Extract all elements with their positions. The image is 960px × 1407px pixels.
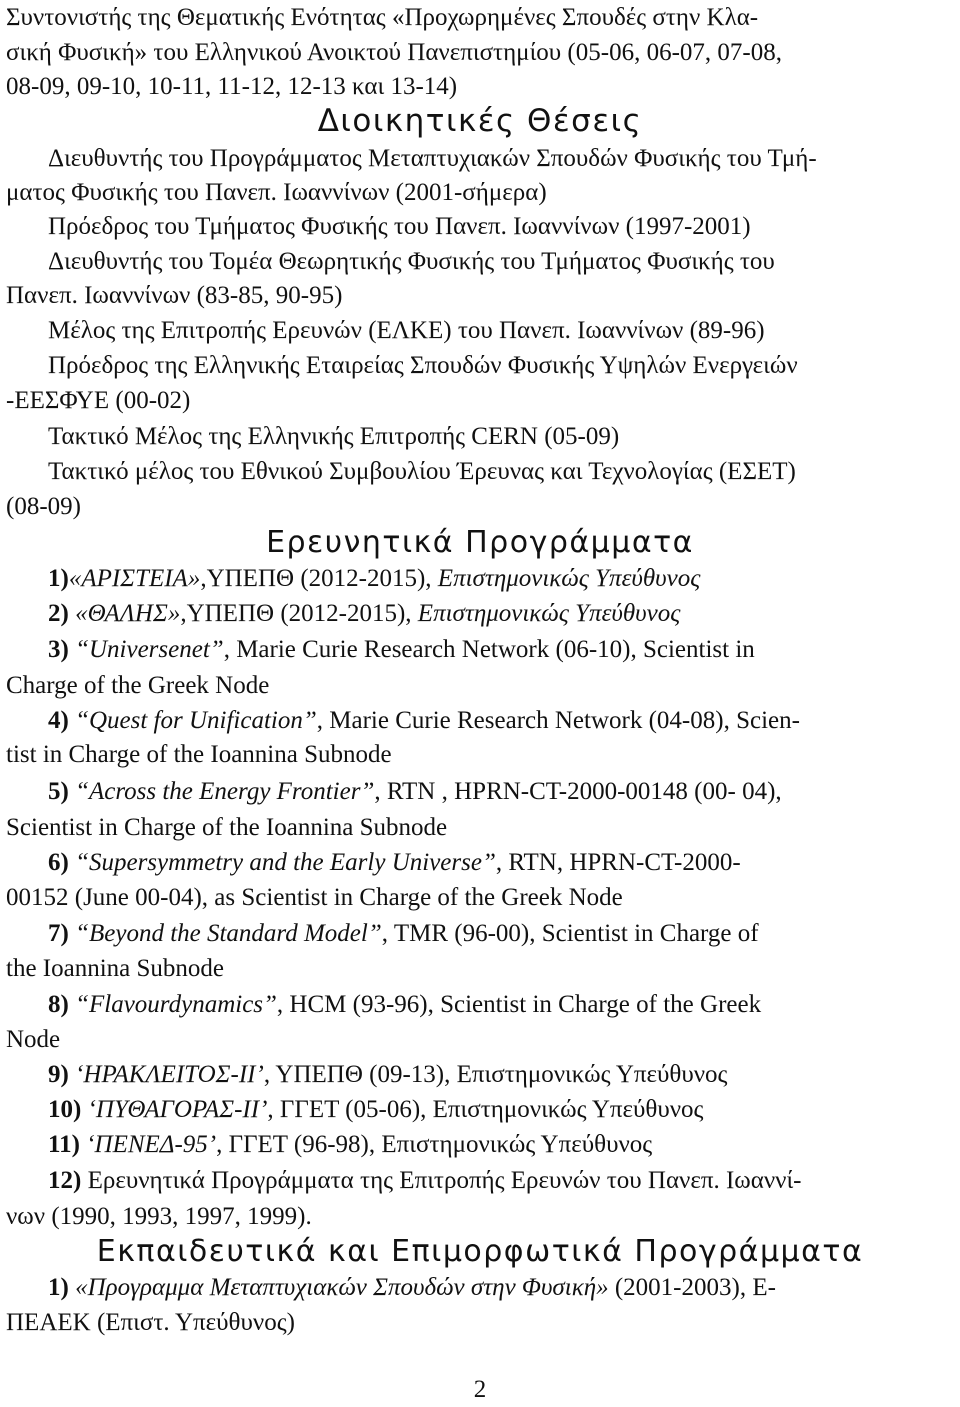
intro-line: σική Φυσική» του Ελληνικού Ανοικτού Πανεπιστημίου (05-06, 06-07, 07-08,: [6, 39, 782, 66]
training-item-cont: ΠΕΑΕΚ (Επιστ. Υπεύθυνος): [6, 1309, 295, 1336]
research-item-cont: tist in Charge of the Ioannina Subnode: [6, 741, 392, 768]
page-number: 2: [473, 1376, 487, 1403]
research-item: 12) Ερευνητικά Προγράμματα της Επιτροπής Ερευνών του Πανεπ. Ιωαννί-: [48, 1167, 802, 1194]
section-heading-admin: Διοικητικές Θέσεις: [317, 103, 643, 139]
admin-line: Πρόεδρος της Ελληνικής Εταιρείας Σπουδών Φυσικής Υψηλών Ενεργειών: [48, 352, 798, 379]
admin-line: ματος Φυσικής του Πανεπ. Ιωαννίνων (2001-σήμερα): [6, 179, 547, 206]
research-item: 11) ‘ΠΕΝΕΔ-95’, ΓΓΕΤ (96-98), Επιστημονικώς Υπεύθυνος: [48, 1131, 653, 1158]
research-item: 5) “Across the Energy Frontier”, RTN , HPRN-CT-2000-00148 (00- 04),: [48, 778, 782, 805]
admin-line: -ΕΕΣΦΥΕ (00-02): [6, 387, 191, 414]
research-item: 9) ‘ΗΡΑΚΛΕΙΤΟΣ-ΙΙ’, ΥΠΕΠΘ (09-13), Επιστημονικώς Υπεύθυνος: [48, 1061, 728, 1088]
research-item-cont: 00152 (June 00-04), as Scientist in Charge of the Greek Node: [6, 884, 623, 911]
research-item-cont: the Ioannina Subnode: [6, 955, 225, 982]
research-item: 1)«ΑΡΙΣΤΕΙΑ»,ΥΠΕΠΘ (2012-2015), Επιστημονικώς Υπεύθυνος: [48, 565, 701, 592]
research-item: 3) “Universenet”, Marie Curie Research Network (06-10), Scientist in: [48, 636, 755, 663]
admin-line: (08-09): [6, 493, 81, 520]
research-item: 7) “Beyond the Standard Model”, TMR (96-00), Scientist in Charge of: [48, 920, 759, 947]
intro-line: Συντονιστής της Θεματικής Ενότητας «Προχωρημένες Σπουδές στην Κλα-: [6, 4, 759, 31]
section-heading-research: Ερευνητικά Προγράμματα: [266, 525, 694, 560]
research-item-cont: Scientist in Charge of the Ioannina Subnode: [6, 814, 448, 841]
section-heading-training: Εκπαιδευτικά και Επιμορφωτικά Προγράμματα: [96, 1234, 864, 1269]
admin-line: Τακτικό μέλος του Εθνικού Συμβουλίου Έρευνας και Τεχνολογίας (ΕΣΕΤ): [48, 458, 796, 485]
admin-line: Πρόεδρος του Τμήματος Φυσικής του Πανεπ. Ιωαννίνων (1997-2001): [48, 213, 751, 240]
intro-line: 08-09, 09-10, 10-11, 11-12, 12-13 και 13-14): [6, 73, 458, 100]
admin-line: Μέλος της Επιτροπής Ερευνών (ΕΛΚΕ) του Πανεπ. Ιωαννίνων (89-96): [48, 317, 765, 344]
research-item-cont: Charge of the Greek Node: [6, 672, 270, 699]
admin-line: Τακτικό Μέλος της Ελληνικής Επιτροπής CERN (05-09): [48, 423, 620, 450]
research-item: 6) “Supersymmetry and the Early Universe”, RTN, HPRN-CT-2000-: [48, 849, 741, 876]
research-item-cont: νων (1990, 1993, 1997, 1999).: [6, 1203, 312, 1230]
research-item: 8) “Flavourdynamics”, HCM (93-96), Scientist in Charge of the Greek: [48, 991, 762, 1018]
research-item-cont: Node: [6, 1026, 61, 1053]
research-item: 10) ‘ΠΥΘΑΓΟΡΑΣ-ΙΙ’, ΓΓΕΤ (05-06), Επιστημονικώς Υπεύθυνος: [48, 1096, 704, 1123]
research-item: 4) “Quest for Unification”, Marie Curie Research Network (04-08), Scien-: [48, 707, 800, 734]
admin-line: Διευθυντής του Τομέα Θεωρητικής Φυσικής του Τμήματος Φυσικής του: [48, 248, 775, 275]
research-item: 2) «ΘΑΛΗΣ»,ΥΠΕΠΘ (2012-2015), Επιστημονικώς Υπεύθυνος: [48, 600, 681, 627]
admin-line: Διευθυντής του Προγράμματος Μεταπτυχιακών Σπουδών Φυσικής του Τμή-: [48, 145, 817, 172]
admin-line: Πανεπ. Ιωαννίνων (83-85, 90-95): [6, 282, 343, 309]
training-item: 1) «Προγραμμα Μεταπτυχιακών Σπουδών στην Φυσική» (2001-2003), Ε-: [48, 1274, 776, 1301]
